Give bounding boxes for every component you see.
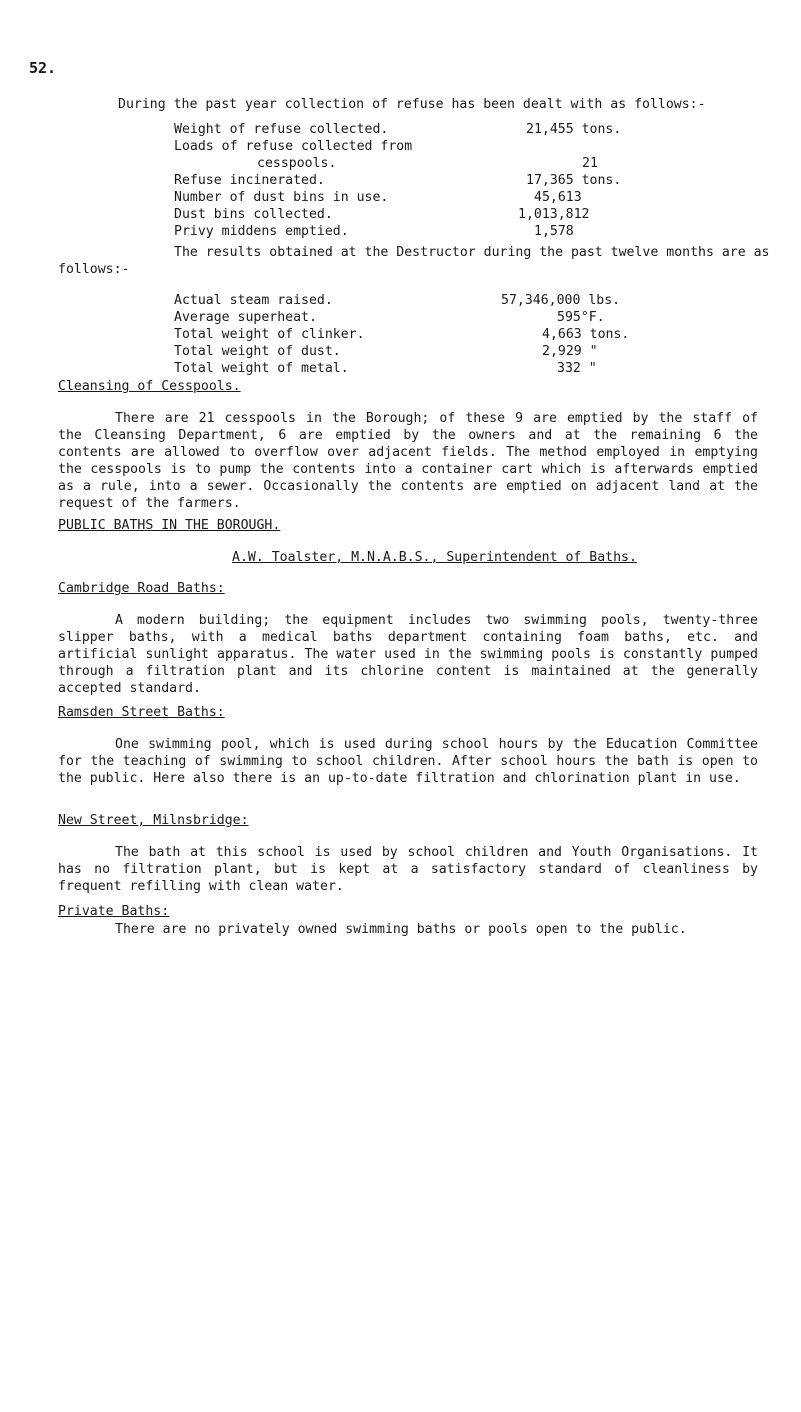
stat-row xyxy=(174,360,674,377)
stat-label: Dust bins collected. xyxy=(174,207,333,222)
newstreet-heading: New Street, Milnsbridge: xyxy=(58,813,249,828)
stat-value: 1,578 xyxy=(534,224,574,239)
stat-value: 2,929 " xyxy=(542,344,598,359)
stat-value: 1,013,812 xyxy=(518,207,590,222)
destructor-intro-continued: follows:- xyxy=(58,262,130,277)
stat-row xyxy=(174,172,674,189)
stat-label: cesspools. xyxy=(257,156,337,171)
stat-value: 45,613 xyxy=(534,190,582,205)
stat-label: Actual steam raised. xyxy=(174,293,333,308)
stat-label: Refuse incinerated. xyxy=(174,173,325,188)
cambridge-paragraph xyxy=(58,612,758,697)
cambridge-text: A modern building; the equipment includes two swimming pools, twenty-three slipper baths, with a medical baths department containing foam baths, etc. and artificial sunlight apparatus. The water used in the swimming pools is constantly pumped through a filtration plant and its chlorine content is maintained at the generally accepted standard. xyxy=(58,613,758,696)
private-text: There are no privately owned swimming baths or pools open to the public. xyxy=(115,922,687,937)
stat-row xyxy=(174,121,674,138)
stat-label: Total weight of dust. xyxy=(174,344,341,359)
stat-value: 21 xyxy=(582,156,598,171)
stat-label: Total weight of metal. xyxy=(174,361,349,376)
destructor-intro: The results obtained at the Destructor during the past twelve months are as xyxy=(174,245,770,260)
stat-row xyxy=(174,155,674,172)
private-heading: Private Baths: xyxy=(58,904,170,919)
stat-row xyxy=(174,326,674,343)
stat-value: 332 " xyxy=(557,361,597,376)
stat-row xyxy=(174,292,674,309)
cesspools-text: There are 21 cesspools in the Borough; of these 9 are emptied by the staff of the Cleansing Department, 6 are emptied by the owners and at the remaining 6 the contents are allowed to overflow over adjacent fields. The method employed in emptying the cesspools is to pump the contents into a container cart which is afterwards emptied as a rule, into a sewer. Occasionally the contents are emptied on adjacent land at the request of the farmers. xyxy=(58,411,758,511)
cesspools-paragraph xyxy=(58,410,758,512)
stat-row xyxy=(174,343,674,360)
baths-heading: PUBLIC BATHS IN THE BOROUGH. xyxy=(58,518,281,533)
stat-label: Weight of refuse collected. xyxy=(174,122,389,137)
stat-row xyxy=(174,309,674,326)
stat-row xyxy=(174,206,674,223)
stat-value: 595°F. xyxy=(557,310,605,325)
destructor-stats-table xyxy=(174,292,674,377)
stat-value: 17,365 tons. xyxy=(526,173,622,188)
refuse-intro: During the past year collection of refuse has been dealt with as follows:- xyxy=(118,97,706,112)
refuse-stats-table xyxy=(174,121,674,240)
stat-label: Total weight of clinker. xyxy=(174,327,365,342)
stat-value: 21,455 tons. xyxy=(526,122,622,137)
cambridge-heading: Cambridge Road Baths: xyxy=(58,581,225,596)
ramsden-paragraph xyxy=(58,736,758,787)
ramsden-text: One swimming pool, which is used during school hours by the Education Committee for the teaching of swimming to school children. After school hours the bath is open to the public. Here also there is an up-to-date filtration and chlorination plant in use. xyxy=(58,737,758,786)
stat-row xyxy=(174,223,674,240)
stat-label: Number of dust bins in use. xyxy=(174,190,389,205)
page-number: 52. xyxy=(29,59,57,77)
stat-row xyxy=(174,189,674,206)
stat-value: 4,663 tons. xyxy=(542,327,630,342)
stat-label: Loads of refuse collected from xyxy=(174,139,413,154)
cesspools-heading: Cleansing of Cesspools. xyxy=(58,379,241,394)
newstreet-paragraph xyxy=(58,844,758,895)
stat-label: Privy middens emptied. xyxy=(174,224,349,239)
stat-value: 57,346,000 lbs. xyxy=(501,293,621,308)
superintendent-line: A.W. Toalster, M.N.A.B.S., Superintendent of Baths. xyxy=(232,550,637,565)
newstreet-text: The bath at this school is used by school children and Youth Organisations. It has no filtration plant, but is kept at a satisfactory standard of cleanliness by frequent refilling with clean water. xyxy=(58,845,758,894)
stat-label: Average superheat. xyxy=(174,310,317,325)
ramsden-heading: Ramsden Street Baths: xyxy=(58,705,225,720)
stat-row xyxy=(174,138,674,155)
